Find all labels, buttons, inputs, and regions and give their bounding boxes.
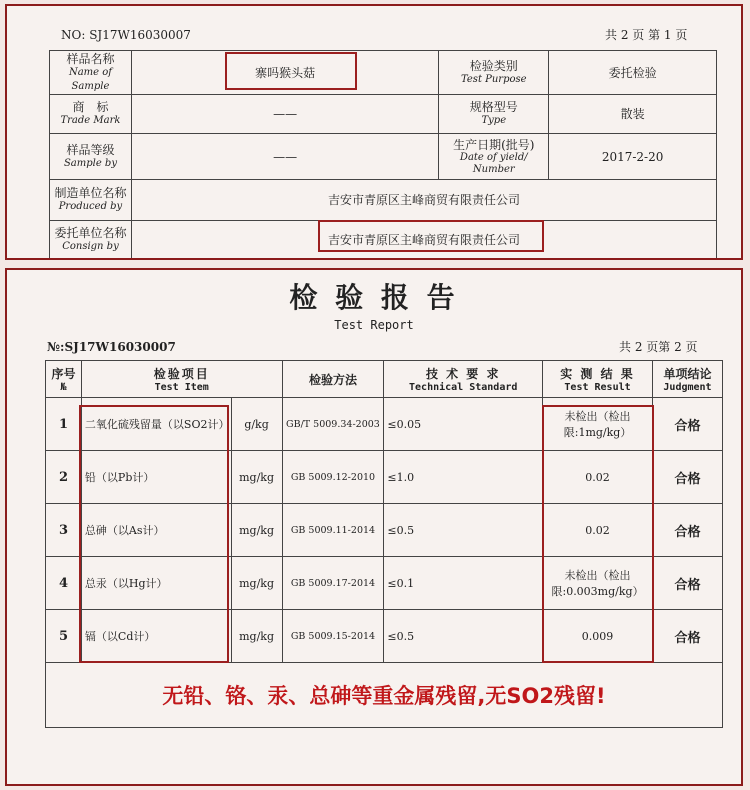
row-judgment: 合格 xyxy=(653,504,723,557)
value-produced-by: 吉安市青原区主峰商贸有限责任公司 xyxy=(131,179,716,220)
header-test-item: 检验项目 Test Item xyxy=(81,361,282,398)
label-test-purpose: 检验类别 Test Purpose xyxy=(439,51,549,95)
row-item: 总砷（以As计） xyxy=(81,504,231,557)
consignor-highlight xyxy=(318,220,544,252)
row-no: 5 xyxy=(46,610,82,663)
row-result: 0.02 xyxy=(543,504,653,557)
report-title-en: Test Report xyxy=(334,318,414,332)
value-date-of-yield: 2017-2-20 xyxy=(549,134,717,179)
row-result: 0.009 xyxy=(543,610,653,663)
row-result: 未检出（检出限:1mg/kg） xyxy=(543,398,653,451)
value-sample-grade: —— xyxy=(131,134,438,179)
row-no: 2 xyxy=(46,451,82,504)
banner-row xyxy=(46,663,723,728)
report-title: 检 验 报 告 xyxy=(289,281,459,314)
row-method: GB 5009.11-2014 xyxy=(282,504,384,557)
row-no: 3 xyxy=(46,504,82,557)
certificate-page-1 xyxy=(5,4,743,260)
row-unit: mg/kg xyxy=(231,451,282,504)
row-result: 0.02 xyxy=(543,451,653,504)
row-item: 二氧化硫残留量（以SO2计） xyxy=(81,398,231,451)
value-type: 散装 xyxy=(549,95,717,134)
row-unit: g/kg xyxy=(231,398,282,451)
sample-name-highlight xyxy=(225,52,357,90)
row-item: 镉（以Cd计） xyxy=(81,610,231,663)
row-no: 4 xyxy=(46,557,82,610)
label-produced-by: 制造单位名称 Produced by xyxy=(50,179,132,220)
label-date-of-yield: 生产日期(批号) Date of yield/ Number xyxy=(439,134,549,179)
label-type: 规格型号 Type xyxy=(439,95,549,134)
label-consign-by: 委托单位名称 Consign by xyxy=(50,220,132,259)
test-item-highlight xyxy=(79,405,229,663)
row-standard: ≤0.5 xyxy=(384,610,543,663)
row-method: GB 5009.17-2014 xyxy=(282,557,384,610)
row-method: GB 5009.15-2014 xyxy=(282,610,384,663)
row-standard: ≤1.0 xyxy=(384,451,543,504)
report-page-info: 共 2 页第 2 页 xyxy=(619,340,698,354)
label-trade-mark: 商 标 Trade Mark xyxy=(50,95,132,134)
row-method: GB/T 5009.34-2003 xyxy=(282,398,384,451)
row-result: 未检出（检出限:0.003mg/kg） xyxy=(543,557,653,610)
row-judgment: 合格 xyxy=(653,398,723,451)
summary-banner: 无铅、铬、汞、总砷等重金属残留,无SO2残留! xyxy=(162,684,606,708)
label-sample-grade: 样品等级 Sample by xyxy=(50,134,132,179)
row-judgment: 合格 xyxy=(653,451,723,504)
row-method: GB 5009.12-2010 xyxy=(282,451,384,504)
value-sample-name: 寨吗猴头菇 xyxy=(131,51,438,95)
header-judgment: 单项结论 Judgment xyxy=(653,361,723,398)
result-highlight xyxy=(542,405,654,663)
header-no: 序号 № xyxy=(46,361,82,398)
value-consign-by: 吉安市青原区主峰商贸有限责任公司 xyxy=(131,220,716,259)
row-item: 总汞（以Hg计） xyxy=(81,557,231,610)
certificate-page-2 xyxy=(5,268,743,786)
row-unit: mg/kg xyxy=(231,610,282,663)
label-sample-name: 样品名称 Name of Sample xyxy=(50,51,132,95)
row-standard: ≤0.5 xyxy=(384,504,543,557)
row-judgment: 合格 xyxy=(653,610,723,663)
report-doc-number: №:SJ17W16030007 xyxy=(47,340,176,354)
value-test-purpose: 委托检验 xyxy=(549,51,717,95)
row-unit: mg/kg xyxy=(231,504,282,557)
header-method: 检验方法 xyxy=(282,361,384,398)
row-standard: ≤0.1 xyxy=(384,557,543,610)
header-result: 实 测 结 果 Test Result xyxy=(543,361,653,398)
row-no: 1 xyxy=(46,398,82,451)
row-judgment: 合格 xyxy=(653,557,723,610)
row-unit: mg/kg xyxy=(231,557,282,610)
page-info: 共 2 页 第 1 页 xyxy=(605,28,688,42)
header-standard: 技 术 要 求 Technical Standard xyxy=(384,361,543,398)
doc-number: NO: SJ17W16030007 xyxy=(61,28,191,42)
row-item: 铅（以Pb计） xyxy=(81,451,231,504)
value-trade-mark: —— xyxy=(131,95,438,134)
row-standard: ≤0.05 xyxy=(384,398,543,451)
